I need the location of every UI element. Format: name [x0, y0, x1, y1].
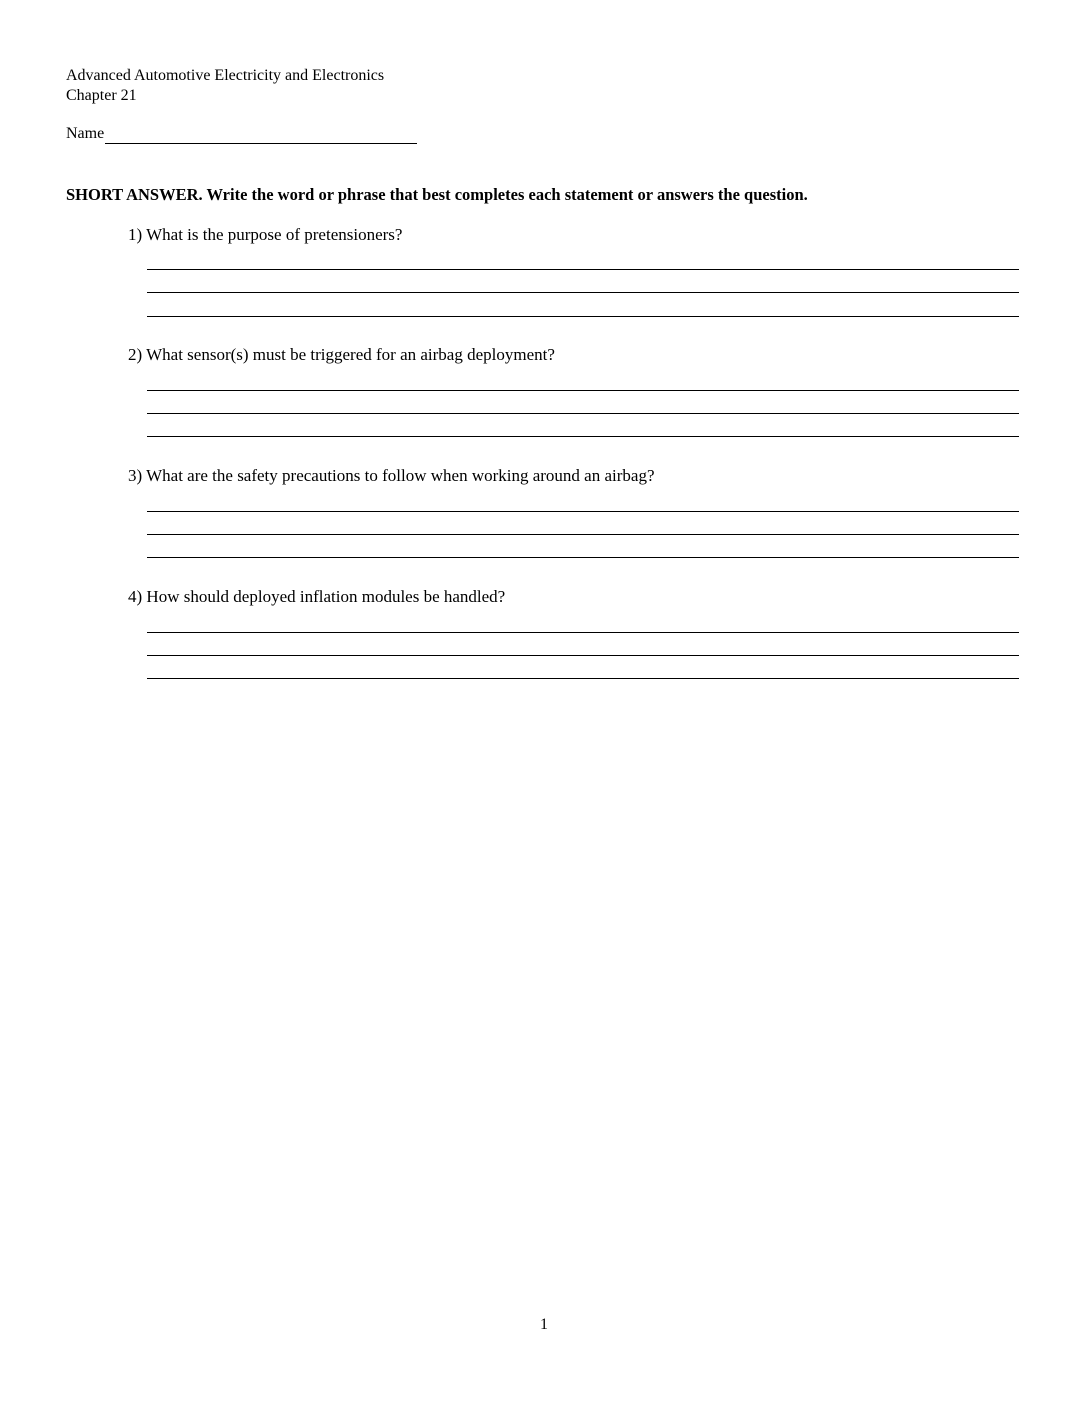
answer-line[interactable] [147, 413, 1019, 414]
answer-line[interactable] [147, 655, 1019, 656]
section-instructions: SHORT ANSWER. Write the word or phrase that best completes each statement or answers the question. [66, 185, 808, 204]
name-field-row [66, 124, 417, 144]
answer-line[interactable] [147, 511, 1019, 512]
page-number: 1 [540, 1316, 548, 1333]
name-label: Name [66, 125, 105, 142]
answer-line[interactable] [147, 534, 1019, 535]
answer-line[interactable] [147, 436, 1019, 437]
answer-line[interactable] [147, 632, 1019, 633]
answer-line[interactable] [147, 557, 1019, 558]
answer-line[interactable] [147, 390, 1019, 391]
question-3: 3) What are the safety precautions to follow when working around an airbag? [128, 466, 655, 485]
name-blank-line[interactable] [105, 126, 417, 144]
answer-line[interactable] [147, 678, 1019, 679]
question-2: 2) What sensor(s) must be triggered for an airbag deployment? [128, 345, 555, 364]
answer-line[interactable] [147, 292, 1019, 293]
answer-line[interactable] [147, 269, 1019, 270]
question-1: 1) What is the purpose of pretensioners? [128, 225, 403, 244]
course-title: Advanced Automotive Electricity and Electronics [66, 67, 385, 84]
question-4: 4) How should deployed inflation modules be handled? [128, 587, 506, 606]
answer-line[interactable] [147, 316, 1019, 317]
chapter-label: Chapter 21 [66, 87, 137, 104]
